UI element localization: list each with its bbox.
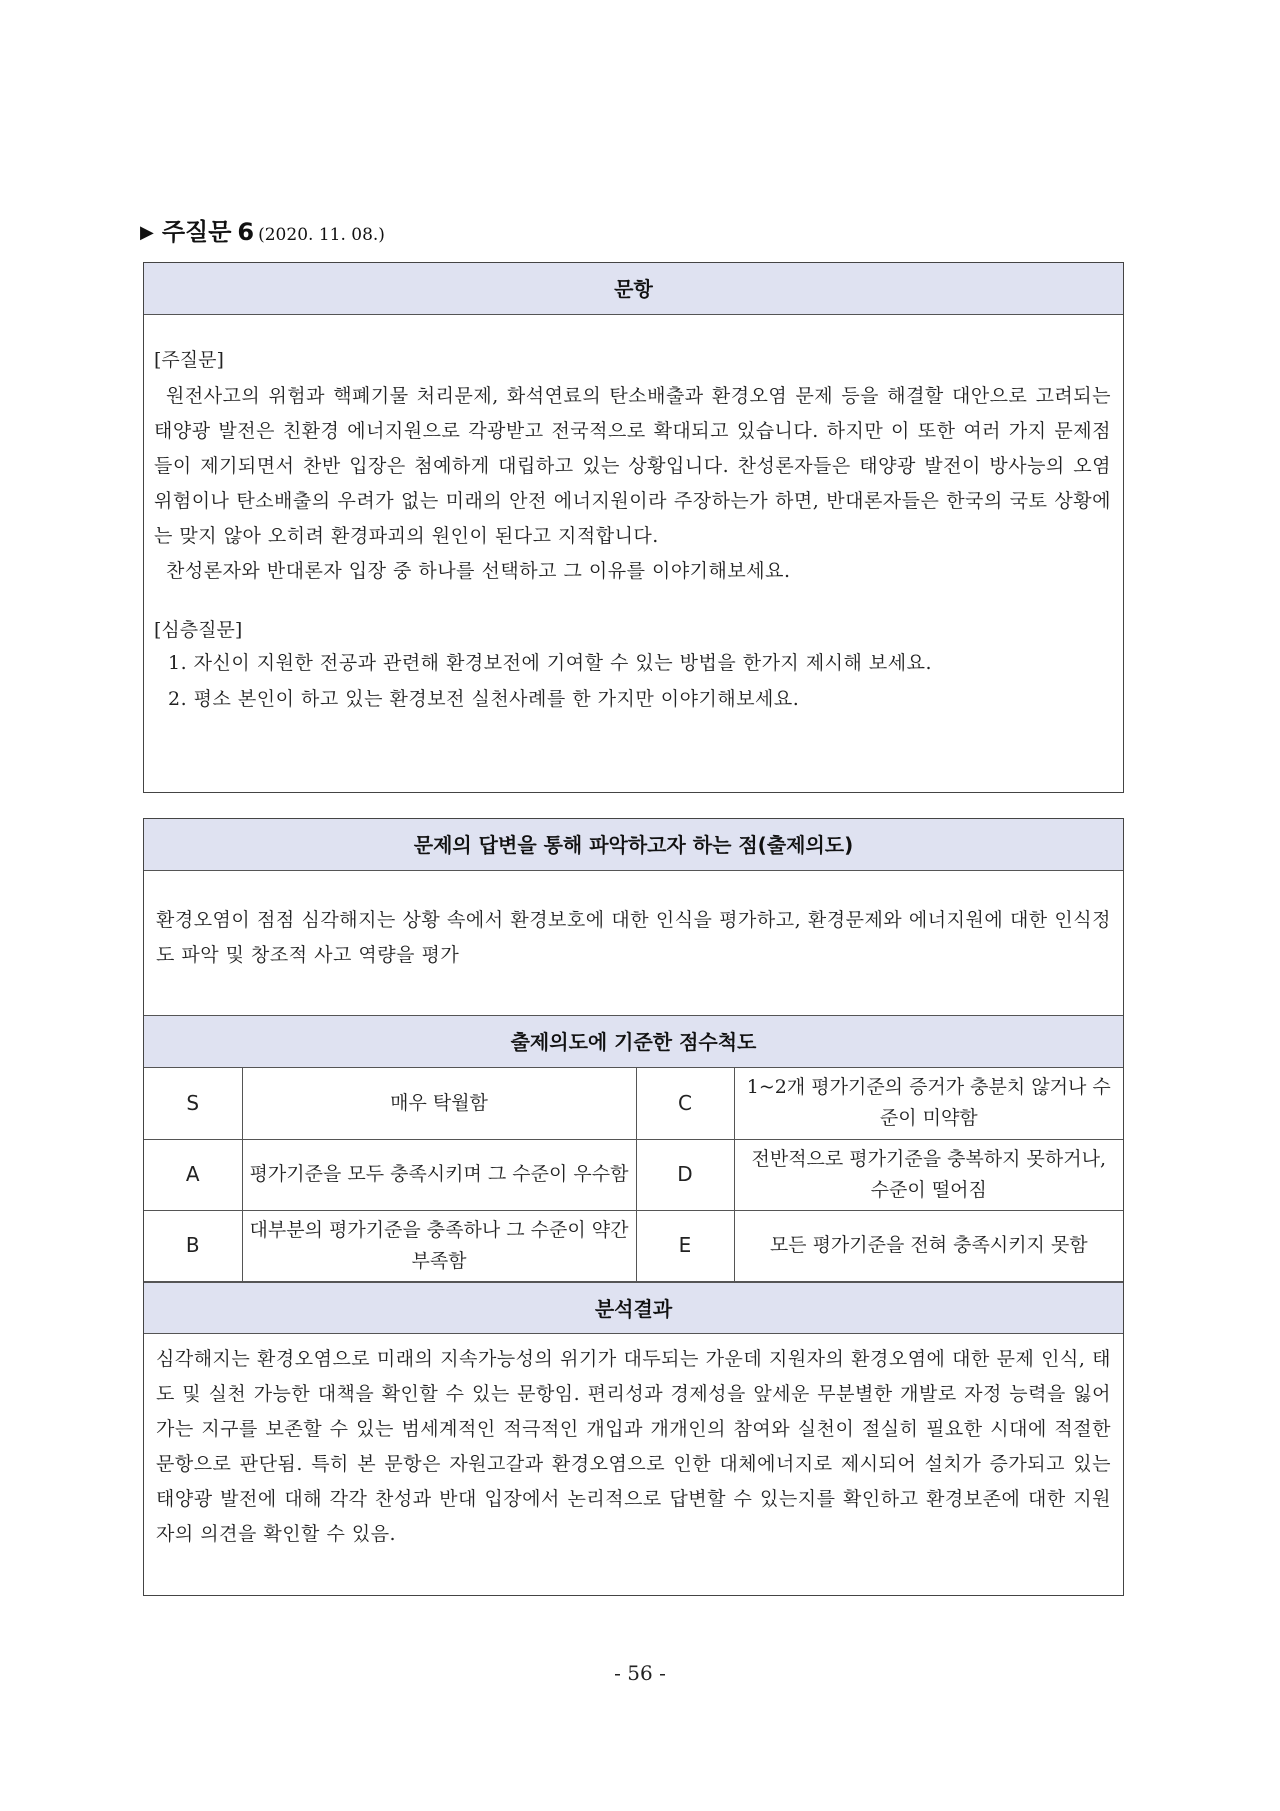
page-number: - 56 -: [614, 1661, 666, 1685]
intent-box: [143, 818, 1124, 1596]
main-question-instruction: 찬성론자와 반대론자 입장 중 하나를 선택하고 그 이유를 이야기해보세요.: [166, 560, 791, 582]
heading-title: 주질문: [161, 218, 232, 246]
deep-question-label: [심층질문]: [154, 619, 243, 641]
grade-description: 대부분의 평가기준을 충족하나 그 수준이 약간 부족함: [242, 1210, 636, 1281]
intent-section: [144, 871, 1123, 1016]
main-question-text: 원전사고의 위험과 핵폐기물 처리문제, 화석연료의 탄소배출과 환경오염 문제 등을 해결할 대안으로 고려되는 태양광 발전은 친환경 에너지원으로 각광받고 전국적으로 확대되고 있습니다. 하지만 이 또한 여러 가지 문제점들이 제기되면서 찬반 입장은 첨예하게 대립하고 있는 상황입니다. 찬성론자들은 태양광 발전이 방사능의 오염 위험이나 탄소배출의 우려가 없는 미래의 안전 에너지원이라 주장하는가 하면, 반대론자들은 한국의 국토 상황에는 맞지 않아 오히려 환경파괴의 원인이 된다고 지적합니다.: [154, 385, 1111, 547]
analysis-section: [144, 1334, 1123, 1552]
deep-question-item: 2. 평소 본인이 하고 있는 환경보전 실천사례를 한 가지만 이야기해보세요.: [168, 688, 800, 710]
grade-row: [144, 1068, 1123, 1139]
main-question-label: [주질문]: [154, 349, 224, 371]
grade-description: 평가기준을 모두 충족시키며 그 수준이 우수함: [242, 1139, 636, 1210]
question-content: [144, 315, 1123, 717]
intent-text: 환경오염이 점점 심각해지는 상황 속에서 환경보호에 대한 인식을 평가하고, 환경문제와 에너지원에 대한 인식정도 파악 및 창조적 사고 역량을 평가: [156, 909, 1111, 966]
grade-letter: E: [636, 1210, 734, 1281]
grade-letter: S: [144, 1068, 242, 1139]
grade-description: 매우 탁월함: [242, 1068, 636, 1139]
heading-number: 6: [237, 218, 255, 246]
intent-header: 문제의 답변을 통해 파악하고자 하는 점(출제의도): [144, 819, 1123, 871]
grade-letter: A: [144, 1139, 242, 1210]
grade-letter: B: [144, 1210, 242, 1281]
deep-question-item: 1. 자신이 지원한 전공과 관련해 환경보전에 기여할 수 있는 방법을 한가지 제시해 보세요.: [168, 652, 933, 674]
analysis-text: 심각해지는 환경오염으로 미래의 지속가능성의 위기가 대두되는 가운데 지원자의 환경오염에 대한 문제 인식, 태도 및 실천 가능한 대책을 확인할 수 있는 문항임. 편리성과 경제성을 앞세운 무분별한 개발로 자정 능력을 잃어가는 지구를 보존할 수 있는 범세계적인 적극적인 개입과 개개인의 참여와 실천이 절실히 필요한 시대에 적절한 문항으로 판단됨. 특히 본 문항은 자원고갈과 환경오염으로 인한 대체에너지로 제시되어 설치가 증가되고 있는 태양광 발전에 대해 각각 찬성과 반대 입장에서 논리적으로 답변할 수 있는지를 확인하고 환경보존에 대한 지원자의 의견을 확인할 수 있음.: [156, 1347, 1111, 1545]
grade-description: 전반적으로 평가기준을 충복하지 못하거나, 수준이 떨어짐: [734, 1139, 1123, 1210]
grade-description: 모든 평가기준을 전혀 충족시키지 못함: [734, 1210, 1123, 1281]
question-box-header: 문항: [144, 263, 1123, 315]
question-box: [143, 262, 1124, 793]
triangle-bullet-icon: ▶: [140, 222, 154, 243]
analysis-header: 분석결과: [144, 1282, 1123, 1334]
grade-letter: D: [636, 1139, 734, 1210]
grade-row: [144, 1139, 1123, 1210]
grade-row: [144, 1210, 1123, 1281]
grade-table: [144, 1068, 1123, 1282]
grade-letter: C: [636, 1068, 734, 1139]
section-heading: [140, 212, 385, 247]
grade-description: 1~2개 평가기준의 증거가 충분치 않거나 수준이 미약함: [734, 1068, 1123, 1139]
rubric-header: 출제의도에 기준한 점수척도: [144, 1016, 1123, 1068]
heading-date: (2020. 11. 08.): [258, 225, 385, 245]
